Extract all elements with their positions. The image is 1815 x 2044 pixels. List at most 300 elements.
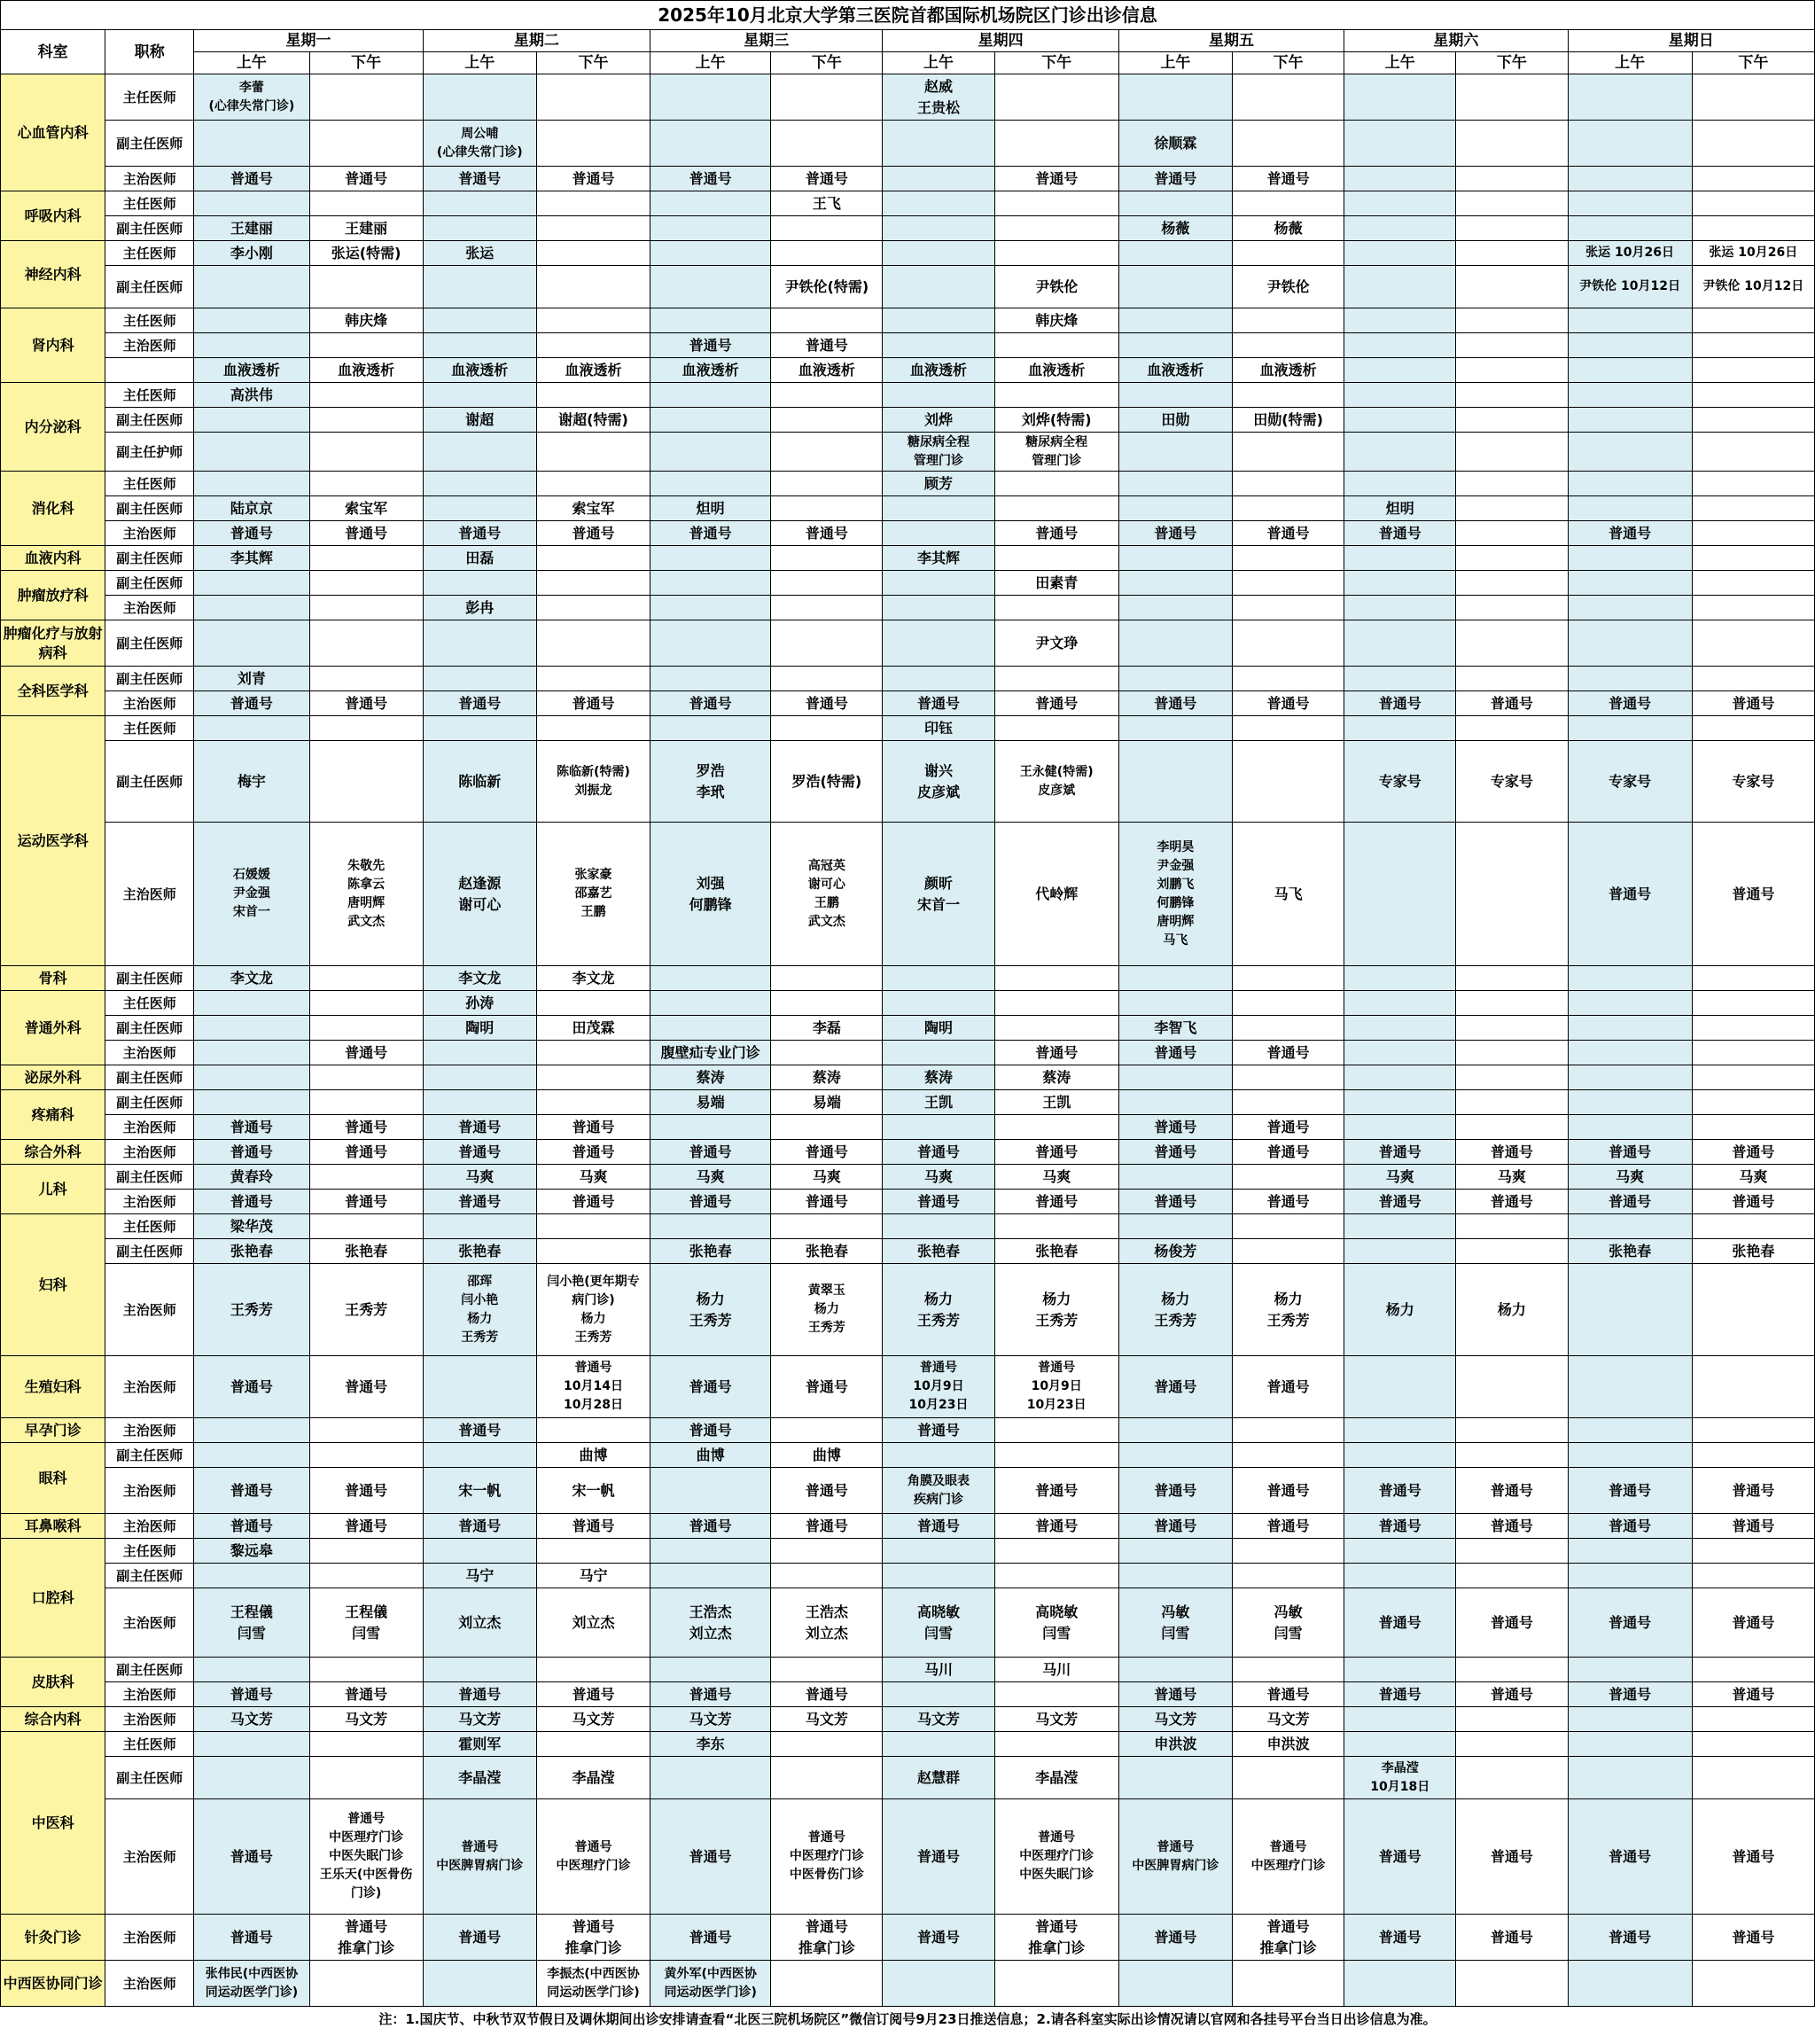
schedule-cell [883, 1732, 994, 1757]
table-row [1, 433, 1815, 472]
schedule-cell [650, 1115, 771, 1140]
schedule-cell [194, 991, 309, 1016]
schedule-cell: 普通号 [1456, 1915, 1568, 1961]
schedule-cell [1232, 571, 1344, 596]
schedule-cell [194, 1065, 309, 1090]
schedule-cell: 血液透析 [194, 358, 309, 383]
schedule-cell [1344, 1356, 1456, 1418]
schedule-cell [423, 1539, 536, 1564]
schedule-cell [194, 408, 309, 433]
table-row [1, 1016, 1815, 1041]
schedule-cell: 张艳春 [194, 1239, 309, 1264]
table-row [1, 667, 1815, 691]
schedule-cell: 李智飞 [1118, 1016, 1232, 1041]
schedule-cell [1344, 1658, 1456, 1682]
schedule-cell [1692, 1115, 1814, 1140]
schedule-cell [771, 1564, 883, 1588]
schedule-cell [1568, 1658, 1692, 1682]
rank-label: 副主任医师 [105, 741, 194, 823]
schedule-cell [994, 121, 1118, 167]
schedule-cell [1344, 1418, 1456, 1443]
schedule-cell [309, 408, 423, 433]
rank-label: 主任医师 [105, 74, 194, 121]
schedule-cell [309, 333, 423, 358]
department-name: 眼科 [1, 1443, 105, 1514]
rank-label: 主治医师 [105, 521, 194, 546]
schedule-cell [309, 1165, 423, 1190]
schedule-cell [1456, 433, 1568, 472]
schedule-cell [1456, 667, 1568, 691]
schedule-cell [1692, 308, 1814, 333]
schedule-cell [194, 333, 309, 358]
schedule-cell [1456, 358, 1568, 383]
schedule-cell: 马爽 [771, 1165, 883, 1190]
schedule-cell: 宋一帆 [423, 1468, 536, 1514]
rank-label: 主任医师 [105, 716, 194, 741]
schedule-cell: 普通号 [309, 167, 423, 191]
schedule-cell [1118, 333, 1232, 358]
schedule-cell [423, 383, 536, 408]
schedule-cell [194, 1041, 309, 1065]
schedule-cell [1568, 667, 1692, 691]
schedule-cell [1344, 1239, 1456, 1264]
schedule-cell: 尹铁伦 10月12日 [1568, 266, 1692, 308]
schedule-cell: 赵威 王贵松 [883, 74, 994, 121]
department-name: 疼痛科 [1, 1090, 105, 1140]
schedule-cell: 普通号 [194, 1514, 309, 1539]
schedule-cell [883, 596, 994, 620]
schedule-cell: 角膜及眼表 疾病门诊 [883, 1468, 994, 1514]
schedule-cell: 普通号 [1692, 1190, 1814, 1214]
schedule-cell: 普通号 [1692, 1682, 1814, 1707]
department-name: 肿瘤放疗科 [1, 571, 105, 620]
schedule-cell [1456, 1961, 1568, 2007]
schedule-cell: 普通号 [883, 1915, 994, 1961]
table-row [1, 823, 1815, 966]
schedule-cell [771, 241, 883, 266]
table-row [1, 1961, 1815, 2007]
schedule-cell [1344, 546, 1456, 571]
schedule-cell: 尹铁伦 [1232, 266, 1344, 308]
rank-label: 主任医师 [105, 472, 194, 496]
schedule-cell [650, 620, 771, 667]
schedule-cell [1232, 1090, 1344, 1115]
schedule-cell [1692, 1564, 1814, 1588]
table-row [1, 1041, 1815, 1065]
schedule-cell: 普通号 中医理疗门诊 [1232, 1799, 1344, 1915]
schedule-cell: 普通号 [1692, 691, 1814, 716]
schedule-cell [650, 1757, 771, 1799]
schedule-cell [771, 620, 883, 667]
schedule-cell: 糖尿病全程 管理门诊 [883, 433, 994, 472]
schedule-cell: 李晶滢 10月18日 [1344, 1757, 1456, 1799]
schedule-cell [309, 1418, 423, 1443]
schedule-cell [1692, 1041, 1814, 1065]
department-name: 消化科 [1, 472, 105, 546]
schedule-cell [994, 716, 1118, 741]
schedule-cell: 普通号 [1118, 1514, 1232, 1539]
schedule-cell [650, 74, 771, 121]
schedule-cell: 李晶滢 [994, 1757, 1118, 1799]
schedule-cell: 张艳春 [771, 1239, 883, 1264]
schedule-cell [994, 241, 1118, 266]
schedule-cell [423, 620, 536, 667]
schedule-cell [1692, 121, 1814, 167]
schedule-cell [1118, 667, 1232, 691]
schedule-cell [994, 667, 1118, 691]
schedule-cell: 腹壁疝专业门诊 [650, 1041, 771, 1065]
schedule-cell: 马爽 [1568, 1165, 1692, 1190]
schedule-cell [1456, 1757, 1568, 1799]
rank-label: 副主任医师 [105, 966, 194, 991]
schedule-cell [536, 1065, 650, 1090]
schedule-cell [423, 496, 536, 521]
schedule-cell: 普通号 [994, 167, 1118, 191]
schedule-cell: 普通号 [1568, 1190, 1692, 1214]
schedule-cell: 血液透析 [423, 358, 536, 383]
schedule-cell: 普通号 [423, 1140, 536, 1165]
schedule-cell [1456, 241, 1568, 266]
schedule-cell: 普通号 [309, 1356, 423, 1418]
schedule-cell: 普通号 [650, 521, 771, 546]
schedule-cell [1232, 1065, 1344, 1090]
schedule-cell [536, 716, 650, 741]
rank-label: 主任医师 [105, 308, 194, 333]
schedule-cell: 普通号 [994, 1514, 1118, 1539]
schedule-cell [1456, 1239, 1568, 1264]
schedule-cell [1118, 571, 1232, 596]
schedule-cell: 李其辉 [883, 546, 994, 571]
schedule-cell: 普通号 [536, 1682, 650, 1707]
schedule-cell: 普通号 [194, 1915, 309, 1961]
schedule-cell [1568, 620, 1692, 667]
schedule-cell [1568, 1443, 1692, 1468]
schedule-cell: 张艳春 [650, 1239, 771, 1264]
schedule-cell [1118, 991, 1232, 1016]
schedule-cell [771, 1115, 883, 1140]
schedule-cell: 马文芳 [650, 1707, 771, 1732]
schedule-cell: 普通号 [1344, 1140, 1456, 1165]
schedule-cell [771, 991, 883, 1016]
header-day: 星期四 [883, 30, 1118, 52]
schedule-cell [1568, 1418, 1692, 1443]
schedule-cell [1232, 1443, 1344, 1468]
schedule-cell: 普通号 [1568, 1682, 1692, 1707]
schedule-cell: 张家豪 邵嘉艺 王鹏 [536, 823, 650, 966]
schedule-cell [1344, 1564, 1456, 1588]
schedule-cell: 高晓敏 闫雪 [994, 1588, 1118, 1658]
table-row [1, 716, 1815, 741]
schedule-cell [883, 1564, 994, 1588]
schedule-cell [1344, 121, 1456, 167]
schedule-cell [1456, 121, 1568, 167]
schedule-cell [771, 546, 883, 571]
header-am: 上午 [194, 52, 309, 74]
schedule-cell [883, 620, 994, 667]
schedule-cell [883, 521, 994, 546]
schedule-cell [1456, 620, 1568, 667]
schedule-cell [536, 667, 650, 691]
schedule-cell [994, 216, 1118, 241]
department-name: 综合外科 [1, 1140, 105, 1165]
schedule-cell [1344, 1016, 1456, 1041]
schedule-cell [423, 1443, 536, 1468]
schedule-cell: 普通号 [309, 1115, 423, 1140]
schedule-cell: 血液透析 [1118, 358, 1232, 383]
schedule-cell [1568, 1065, 1692, 1090]
table-row [1, 991, 1815, 1016]
schedule-cell [194, 716, 309, 741]
schedule-cell [536, 266, 650, 308]
schedule-cell [194, 1732, 309, 1757]
schedule-cell [771, 966, 883, 991]
schedule-cell [1456, 191, 1568, 216]
schedule-cell [883, 496, 994, 521]
schedule-cell [1118, 191, 1232, 216]
schedule-cell [1344, 620, 1456, 667]
schedule-cell: 普通号 [1118, 521, 1232, 546]
schedule-cell: 普通号 [1232, 167, 1344, 191]
schedule-cell: 罗浩 李玳 [650, 741, 771, 823]
schedule-cell: 普通号 [1692, 1588, 1814, 1658]
schedule-cell: 黄春玲 [194, 1165, 309, 1190]
schedule-cell [1118, 546, 1232, 571]
schedule-cell: 曲博 [771, 1443, 883, 1468]
schedule-cell [1692, 472, 1814, 496]
rank-label: 主治医师 [105, 823, 194, 966]
schedule-cell [1232, 191, 1344, 216]
schedule-cell: 李晶滢 [423, 1757, 536, 1799]
schedule-cell [1456, 216, 1568, 241]
schedule-cell [423, 74, 536, 121]
schedule-cell: 田勋 [1118, 408, 1232, 433]
schedule-cell: 普通号 [194, 1115, 309, 1140]
schedule-cell: 马文芳 [309, 1707, 423, 1732]
schedule-cell: 普通号 [1692, 1468, 1814, 1514]
schedule-cell [994, 966, 1118, 991]
table-row [1, 121, 1815, 167]
schedule-cell [309, 472, 423, 496]
table-row [1, 358, 1815, 383]
schedule-cell [1344, 823, 1456, 966]
schedule-cell [1118, 308, 1232, 333]
schedule-cell: 普通号 [1232, 1514, 1344, 1539]
schedule-cell: 普通号 [1456, 1514, 1568, 1539]
schedule-cell [1692, 433, 1814, 472]
schedule-cell [771, 1757, 883, 1799]
schedule-cell: 普通号 [536, 691, 650, 716]
schedule-cell: 杨力 [1344, 1264, 1456, 1356]
schedule-cell: 普通号 [194, 1799, 309, 1915]
schedule-cell [771, 74, 883, 121]
rank-label: 副主任医师 [105, 1239, 194, 1264]
schedule-cell [1568, 358, 1692, 383]
schedule-cell: 普通号 [650, 1799, 771, 1915]
schedule-cell [1232, 1418, 1344, 1443]
schedule-cell [1568, 1264, 1692, 1356]
schedule-cell [1118, 1539, 1232, 1564]
schedule-cell [771, 216, 883, 241]
schedule-cell [771, 496, 883, 521]
schedule-cell [1344, 333, 1456, 358]
schedule-cell [194, 191, 309, 216]
schedule-cell: 杨力 王秀芳 [994, 1264, 1118, 1356]
schedule-cell [1344, 216, 1456, 241]
schedule-cell: 李文龙 [536, 966, 650, 991]
rank-label: 主任医师 [105, 1539, 194, 1564]
schedule-cell: 马爽 [1456, 1165, 1568, 1190]
schedule-cell [1692, 1757, 1814, 1799]
schedule-cell: 普通号 [771, 1514, 883, 1539]
schedule-cell [1456, 1214, 1568, 1239]
schedule-cell [994, 546, 1118, 571]
schedule-cell: 张艳春 [1692, 1239, 1814, 1264]
schedule-cell: 田磊 [423, 546, 536, 571]
schedule-cell [1568, 571, 1692, 596]
schedule-cell [194, 308, 309, 333]
schedule-cell [1456, 1539, 1568, 1564]
schedule-cell [1344, 241, 1456, 266]
schedule-cell: 马文芳 [994, 1707, 1118, 1732]
schedule-cell [883, 1115, 994, 1140]
schedule-cell [1344, 266, 1456, 308]
schedule-cell: 普通号 [1232, 1468, 1344, 1514]
schedule-cell: 普通号 [771, 1356, 883, 1418]
rank-label: 主治医师 [105, 1682, 194, 1707]
schedule-cell: 李磊 [771, 1016, 883, 1041]
schedule-cell [883, 1041, 994, 1065]
schedule-cell: 刘青 [194, 667, 309, 691]
schedule-cell: 普通号 [1568, 1514, 1692, 1539]
schedule-cell [1344, 167, 1456, 191]
schedule-cell [1568, 433, 1692, 472]
schedule-cell: 血液透析 [883, 358, 994, 383]
schedule-cell [650, 1016, 771, 1041]
schedule-cell [1456, 716, 1568, 741]
department-name: 血液内科 [1, 546, 105, 571]
schedule-cell [423, 1961, 536, 2007]
schedule-cell [1118, 1165, 1232, 1190]
schedule-cell [194, 1658, 309, 1682]
schedule-cell [1692, 74, 1814, 121]
table-row [1, 546, 1815, 571]
schedule-cell [1456, 408, 1568, 433]
department-name: 肾内科 [1, 308, 105, 383]
schedule-cell [194, 1443, 309, 1468]
schedule-cell [883, 1214, 994, 1239]
table-row [1, 1443, 1815, 1468]
schedule-cell [1456, 1564, 1568, 1588]
schedule-cell [1692, 333, 1814, 358]
schedule-cell [771, 408, 883, 433]
table-row [1, 1239, 1815, 1264]
department-name: 普通外科 [1, 991, 105, 1065]
schedule-cell [883, 667, 994, 691]
schedule-cell: 普通号 [194, 1356, 309, 1418]
department-name: 呼吸内科 [1, 191, 105, 241]
schedule-cell [1568, 308, 1692, 333]
schedule-cell [1344, 1707, 1456, 1732]
header-day: 星期六 [1344, 30, 1568, 52]
schedule-cell [771, 1418, 883, 1443]
schedule-cell [309, 716, 423, 741]
schedule-cell: 普通号 [1118, 691, 1232, 716]
schedule-cell [1568, 991, 1692, 1016]
schedule-cell [1568, 1564, 1692, 1588]
schedule-cell [771, 667, 883, 691]
schedule-cell: 普通号 [1456, 1190, 1568, 1214]
schedule-cell [1568, 383, 1692, 408]
schedule-cell: 普通号 [1692, 1140, 1814, 1165]
schedule-cell: 印钰 [883, 716, 994, 741]
schedule-cell [1232, 121, 1344, 167]
schedule-cell [423, 667, 536, 691]
header-day: 星期五 [1118, 30, 1344, 52]
schedule-cell: 普通号 [994, 1190, 1118, 1214]
department-name: 泌尿外科 [1, 1065, 105, 1090]
schedule-cell [1344, 966, 1456, 991]
schedule-cell [536, 383, 650, 408]
schedule-cell [1456, 1707, 1568, 1732]
schedule-cell [771, 1041, 883, 1065]
schedule-cell: 普通号 [1456, 1799, 1568, 1915]
schedule-cell: 普通号 [771, 1190, 883, 1214]
schedule-cell [1344, 1443, 1456, 1468]
schedule-cell: 索宝军 [309, 496, 423, 521]
schedule-cell [1568, 1757, 1692, 1799]
schedule-cell [1568, 546, 1692, 571]
schedule-cell: 血液透析 [1232, 358, 1344, 383]
schedule-cell [423, 266, 536, 308]
schedule-cell [650, 596, 771, 620]
schedule-cell: 普通号 [1232, 1140, 1344, 1165]
schedule-cell: 曲博 [536, 1443, 650, 1468]
schedule-cell [536, 472, 650, 496]
schedule-cell [771, 596, 883, 620]
schedule-cell [1568, 716, 1692, 741]
schedule-cell: 普通号 [309, 1468, 423, 1514]
schedule-cell: 普通号 [771, 333, 883, 358]
schedule-cell [309, 1214, 423, 1239]
schedule-cell [1568, 1356, 1692, 1418]
schedule-cell [1692, 1539, 1814, 1564]
schedule-cell [309, 991, 423, 1016]
table-row [1, 1065, 1815, 1090]
schedule-cell [1692, 1214, 1814, 1239]
schedule-cell [536, 433, 650, 472]
schedule-cell: 普通号 [1456, 1140, 1568, 1165]
schedule-cell: 普通号 [1232, 691, 1344, 716]
schedule-cell [1344, 1115, 1456, 1140]
schedule-cell: 普通号 [650, 1356, 771, 1418]
schedule-cell: 普通号 [1232, 1682, 1344, 1707]
schedule-cell: 普通号 [1344, 691, 1456, 716]
schedule-cell: 普通号 [1568, 1468, 1692, 1514]
schedule-cell: 蔡涛 [883, 1065, 994, 1090]
schedule-cell: 普通号 [1692, 1514, 1814, 1539]
schedule-cell: 普通号 [771, 521, 883, 546]
schedule-cell: 普通号 [1456, 1682, 1568, 1707]
schedule-cell [1568, 408, 1692, 433]
schedule-cell [1692, 358, 1814, 383]
schedule-cell: 普通号 推拿门诊 [309, 1915, 423, 1961]
schedule-cell [1568, 1961, 1692, 2007]
schedule-cell [650, 191, 771, 216]
table-row [1, 1588, 1815, 1658]
schedule-cell [1456, 472, 1568, 496]
schedule-cell: 普通号 [771, 1468, 883, 1514]
schedule-cell [883, 167, 994, 191]
